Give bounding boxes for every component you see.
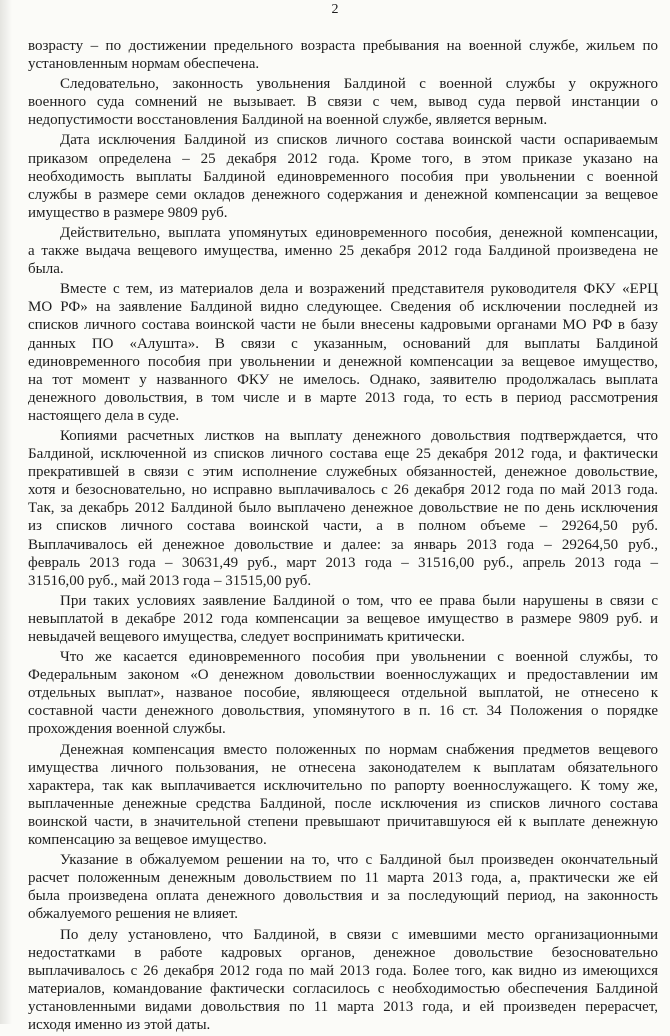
- text-line: приказом определена – 25 декабря 2012 года. Кроме того, в этом приказе указано на: [28, 150, 658, 167]
- text-line: выплаченные денежные средства Балдиной, после исключения из списков личного состава: [28, 795, 658, 812]
- text-line: недопустимости восстановления Балдиной на военной службе, является верным.: [28, 112, 548, 129]
- text-line: невыплатой в декабре 2012 года компенсации за вещевое имущество в размере 9809 руб. и: [28, 610, 658, 627]
- text-line: а также выдача вещевого имущества, именно 25 декабря 2012 года Балдиной произведена не: [28, 243, 658, 260]
- text-line: Следовательно, законность увольнения Балдиной с военной службы у окружного: [60, 76, 658, 93]
- text-line: имущества личного пользования, не отнесена законодателем к выплатам обязательного: [28, 759, 658, 776]
- text-line: отдельных выплат», названое пособие, являющееся отдельной выплатой, не отнесено к: [28, 685, 658, 702]
- text-line: настоящего дела в суде.: [28, 407, 180, 424]
- text-line: списков личного состава воинской части не были внесены кадровыми органами МО РФ в базу: [28, 317, 658, 334]
- text-line: необходимость выплаты Балдиной единовременного пособия при увольнении с военной: [28, 168, 658, 185]
- text-line: денежного довольствия, в том числе и в марте 2013 года, то есть в период рассмотрения: [28, 389, 658, 406]
- paragraph: [28, 648, 658, 738]
- text-line: Копиями расчетных листков на выплату денежного довольствия подтверждается, что: [60, 427, 658, 444]
- text-line: имущество в размере 9809 руб.: [28, 204, 228, 221]
- text-line: воинской части, в значительной степени превышают причитавшуюся ей к выплате денежную: [28, 813, 658, 830]
- text-line: При таких условиях заявление Балдиной о том, что ее права были нарушены в связи с: [60, 592, 658, 609]
- scan-edge-shadow: [0, 0, 12, 1024]
- paragraph: [28, 741, 658, 850]
- text-line: была.: [28, 261, 64, 278]
- text-line: Так, за декабрь 2012 Балдиной было выплачено денежное довольствие не по день исключения: [28, 500, 658, 517]
- text-line: данных ПО «Алушта». В связи с указанным, оснований для выплаты Балдиной: [28, 335, 658, 352]
- document-body: [28, 37, 658, 1036]
- paragraph: [28, 75, 658, 129]
- text-line: возрасту – по достижении предельного возраста пребывания на военной службе, жильем по: [28, 38, 658, 54]
- text-line: Действительно, выплата упомянутых единовременного пособия, денежной компенсации,: [60, 224, 658, 241]
- text-line: компенсацию за вещевое имущество.: [28, 832, 267, 849]
- text-line: февраль 2013 года – 30631,49 руб., март 2013 года – 31516,00 руб., апрель 2013 года –: [28, 554, 658, 571]
- text-line: недостатками в работе кадровых органов, денежное довольствие безосновательно: [28, 944, 658, 961]
- text-line: Дата исключения Балдиной из списков личного состава воинской части оспариваемым: [60, 132, 658, 149]
- paragraph: [28, 224, 658, 278]
- paragraph: [28, 280, 658, 425]
- text-line: исходя именно из этой даты.: [28, 1016, 211, 1033]
- paragraph: [28, 37, 658, 73]
- text-line: на тот момент у названного ФКУ не имелось. Однако, заявителю продолжалась выплата: [28, 371, 658, 388]
- paragraph: [28, 427, 658, 590]
- page-number: 2: [331, 2, 339, 17]
- text-line: Федеральным законом «О денежном довольствии военнослужащих и предоставлении им: [28, 667, 658, 684]
- text-line: Указание в обжалуемом решении на то, что с Балдиной был произведен окончательный: [60, 852, 658, 869]
- text-line: из списков личного состава воинской части, а в полном объеме – 29264,50 руб.: [28, 518, 658, 535]
- text-line: хотя и безосновательно, но исправно выплачивалось с 26 декабря 2012 года по май 2013 года.: [28, 482, 658, 499]
- text-line: Что же касается единовременного пособия при увольнении с военной службы, то: [60, 649, 658, 666]
- text-line: выплачивалось с 26 декабря 2012 года по май 2013 года. Более того, как видно из имеющихся: [28, 962, 658, 979]
- text-line: Денежная компенсация вместо положенных по нормам снабжения предметов вещевого: [60, 741, 658, 758]
- paragraph: [28, 926, 658, 1035]
- text-line: составной части денежного довольствия, упомянутого в п. 16 ст. 34 Положения о порядке: [28, 703, 658, 720]
- text-line: установленными видами довольствия по 11 марта 2013 года, и ей произведен перерасчет,: [28, 998, 658, 1015]
- paragraph: [28, 131, 658, 221]
- text-line: МО РФ» на заявление Балдиной видно следующее. Сведения об исключении последней из: [28, 299, 658, 316]
- text-line: характера, так как выплачивается исключительно по рапорту военнослужащего. К тому же,: [28, 777, 658, 794]
- text-line: 31516,00 руб., май 2013 года – 31515,00 руб.: [28, 572, 312, 589]
- text-line: прекратившей в связи с этим исполнение служебных обязанностей, денежное довольствие,: [28, 464, 658, 481]
- paragraph: [28, 592, 658, 646]
- text-line: Балдиной, исключенной из списков личного состава еще 25 декабря 2012 года, и фактически: [28, 446, 658, 463]
- text-line: По делу установлено, что Балдиной, в связи с имевшими место организационными: [60, 926, 658, 943]
- text-line: установленным нормам обеспечена.: [28, 56, 260, 73]
- text-line: расчет положенным денежным довольствием по 11 марта 2013 года, а, практически же ей: [28, 870, 658, 887]
- text-line: Вместе с тем, из материалов дела и возражений представителя руководителя ФКУ «ЕРЦ: [60, 281, 658, 298]
- text-line: Выплачивалось ей денежное довольствие и далее: за январь 2013 года – 29264,50 руб.,: [28, 536, 658, 553]
- text-line: военного суда сомнений не вызывает. В связи с чем, вывод суда первой инстанции о: [28, 94, 658, 111]
- text-line: единовременного пособия при увольнении и денежной компенсации за вещевое имущество,: [28, 353, 658, 370]
- text-line: невыдачей вещевого имущества, следует воспринимать критически.: [28, 629, 465, 645]
- text-line: материалов, командование фактически согласилось с необходимостью обеспечения Балдиной: [28, 980, 658, 997]
- paragraph: [28, 851, 658, 923]
- text-line: прохождения военной службы.: [28, 721, 226, 738]
- text-line: была произведена оплата денежного довольствия и за последующий период, на законность: [28, 888, 658, 905]
- text-line: обжалуемого решения не влияет.: [28, 906, 239, 923]
- text-line: службы в размере семи окладов денежного содержания и денежной компенсации за вещевое: [28, 186, 658, 203]
